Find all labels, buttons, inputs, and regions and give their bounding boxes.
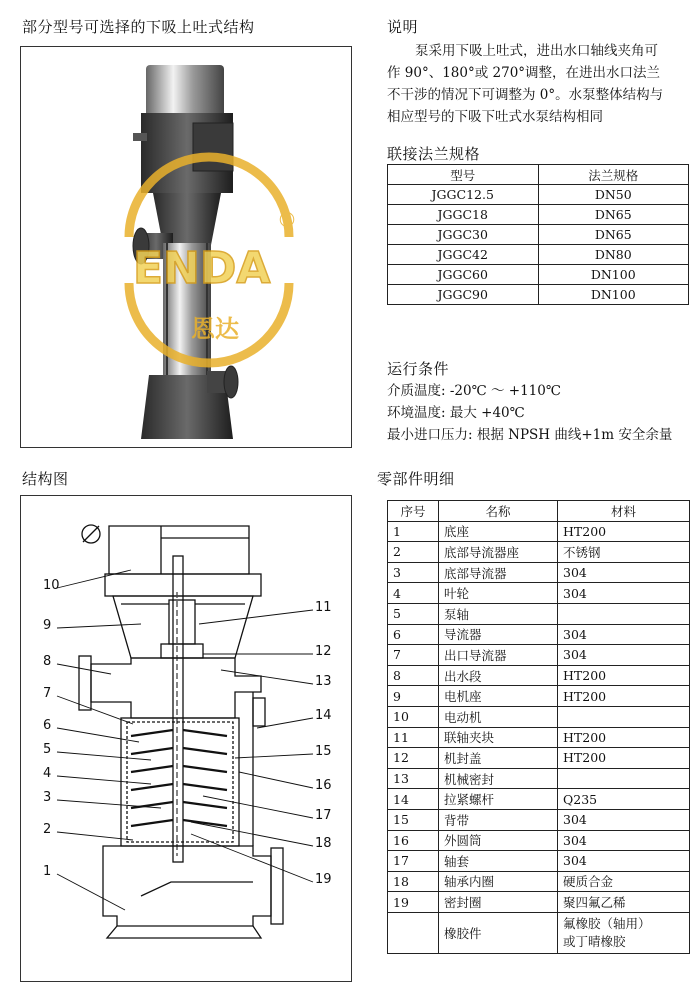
column-header: 名称 [439,501,558,522]
part-name-cell: 机械密封 [439,768,558,789]
condition-line: 环境温度: 最大 +40℃ [387,405,525,421]
description-line: 作 90°、180°或 270°调整，在进出水口法兰 [387,65,661,81]
terminal-box [193,123,233,171]
part-material-cell: 304 [558,645,690,666]
callout-9: 9 [43,618,52,633]
flange-cell: DN80 [538,245,689,265]
condition-line: 介质温度: -20℃ ～ +110℃ [387,383,561,399]
model-cell: JGGC12.5 [388,185,539,205]
conditions [387,380,692,446]
part-id-cell: 18 [388,871,439,892]
flange-table [387,164,689,305]
part-name-cell: 拉紧螺杆 [439,789,558,810]
part-material-cell [558,912,690,953]
callout-13: 13 [315,674,332,689]
table-row [388,603,690,624]
part-material-cell [558,768,690,789]
part-id-cell: 11 [388,727,439,748]
part-name-cell: 导流器 [439,624,558,645]
part-name-cell: 轴承内圈 [439,871,558,892]
table-row [388,205,689,225]
column-header: 法兰规格 [538,165,689,185]
callout-2: 2 [43,822,52,837]
callout-1: 1 [43,864,52,879]
diagram-title: 结构图 [22,470,69,488]
table-row [388,542,690,563]
callout-18: 18 [315,836,332,851]
table-row [388,686,690,707]
part-material-cell: 硬质合金 [558,871,690,892]
part-id-cell: 8 [388,665,439,686]
part-material-cell: 聚四氟乙稀 [558,892,690,913]
table-row [388,645,690,666]
part-name-cell: 出口导流器 [439,645,558,666]
table-row [388,851,690,872]
callout-16: 16 [315,778,332,793]
part-material-cell: 不锈钢 [558,542,690,563]
callout-7: 7 [43,686,52,701]
description [387,40,687,128]
structure-diagram [20,495,352,982]
table-header-row [388,501,690,522]
part-material-cell: HT200 [558,686,690,707]
column-header: 序号 [388,501,439,522]
callout-11: 11 [315,600,332,615]
table-row [388,245,689,265]
flange-cell: DN65 [538,225,689,245]
table-row [388,768,690,789]
material-line: 或丁晴橡胶 [563,933,626,949]
parts-title: 零部件明细 [377,470,455,488]
flange-cell: DN65 [538,205,689,225]
part-id-cell: 14 [388,789,439,810]
pump-photo [20,46,352,448]
flange-title: 联接法兰规格 [387,145,481,163]
part-id-cell: 7 [388,645,439,666]
flange-cell: DN100 [538,265,689,285]
table-row [388,624,690,645]
part-name-cell: 出水段 [439,665,558,686]
table-row [388,809,690,830]
table-row [388,871,690,892]
table-row [388,789,690,810]
part-name-cell: 外圆筒 [439,830,558,851]
callout-4: 4 [43,766,52,781]
part-id-cell: 15 [388,809,439,830]
part-name-cell: 橡胶件 [439,912,558,953]
condition-line: 最小进口压力: 根据 NPSH 曲线+1m 安全余量 [387,427,673,443]
description-line: 不干涉的情况下可调整为 0°。水泵整体结构与 [387,87,664,103]
part-name-cell: 底部导流器 [439,562,558,583]
part-material-cell: 304 [558,809,690,830]
part-material-cell: Q235 [558,789,690,810]
part-material-cell: 304 [558,583,690,604]
model-cell: JGGC42 [388,245,539,265]
part-id-cell: 12 [388,748,439,769]
callout-5: 5 [43,742,52,757]
part-id-cell: 6 [388,624,439,645]
column-header: 型号 [388,165,539,185]
part-name-cell: 底座 [439,521,558,542]
part-material-cell: HT200 [558,727,690,748]
part-id-cell: 10 [388,706,439,727]
callout-8: 8 [43,654,52,669]
flange-cell: DN100 [538,285,689,305]
motor-eye [133,133,147,141]
model-cell: JGGC30 [388,225,539,245]
part-id-cell: 19 [388,892,439,913]
table-row [388,830,690,851]
part-name-cell: 底部导流器座 [439,542,558,563]
flange-cell: DN50 [538,185,689,205]
column-header: 材料 [558,501,690,522]
part-material-cell: 304 [558,562,690,583]
model-cell: JGGC18 [388,205,539,225]
table-row [388,265,689,285]
callout-17: 17 [315,808,332,823]
material-line: 氟橡胶（轴用） [563,915,651,931]
callout-15: 15 [315,744,332,759]
description-title: 说明 [387,18,419,36]
parts-rows [388,521,690,912]
conditions-title: 运行条件 [387,360,450,378]
part-id-cell: 3 [388,562,439,583]
table-row [388,583,690,604]
part-id-cell: 9 [388,686,439,707]
part-name-cell: 机封盖 [439,748,558,769]
table-row [388,185,689,205]
table-row-last [388,912,690,953]
part-material-cell: 304 [558,624,690,645]
table-row [388,665,690,686]
part-name-cell: 联轴夹块 [439,727,558,748]
part-id-cell [388,912,439,953]
part-material-cell: HT200 [558,748,690,769]
description-line: 泵采用下吸上吐式，进出水口轴线夹角可 [415,43,658,59]
parts-table [387,500,690,954]
table-row [388,727,690,748]
part-id-cell: 2 [388,542,439,563]
table-row [388,521,690,542]
part-id-cell: 4 [388,583,439,604]
part-material-cell: 304 [558,851,690,872]
table-row [388,892,690,913]
callout-14: 14 [315,708,332,723]
logo-text: 恩达 [191,315,239,343]
part-name-cell: 背带 [439,809,558,830]
inlet-flange [224,366,238,398]
motor-fan-cover [146,65,224,117]
part-id-cell: 13 [388,768,439,789]
part-id-cell: 1 [388,521,439,542]
part-name-cell: 叶轮 [439,583,558,604]
part-id-cell: 17 [388,851,439,872]
part-name-cell: 密封圈 [439,892,558,913]
part-material-cell: HT200 [558,665,690,686]
table-row [388,285,689,305]
registered-mark: ® [277,208,297,232]
pump-illustration [21,47,351,447]
table-header-row [388,165,689,185]
model-cell: JGGC60 [388,265,539,285]
part-id-cell: 5 [388,603,439,624]
callout-10: 10 [43,578,60,593]
table-row [388,562,690,583]
part-name-cell: 轴套 [439,851,558,872]
part-name-cell: 电动机 [439,706,558,727]
description-line: 相应型号的下吸下吐式水泵结构相同 [387,109,603,125]
callout-12: 12 [315,644,332,659]
callout-6: 6 [43,718,52,733]
part-material-cell: 304 [558,830,690,851]
table-row [388,706,690,727]
photo-section-title: 部分型号可选择的下吸上吐式结构 [22,18,255,36]
svg-text:ENDA: ENDA [133,243,271,294]
part-material-cell: HT200 [558,521,690,542]
table-row [388,748,690,769]
part-name-cell: 泵轴 [439,603,558,624]
leader-lines [21,496,351,981]
table-row [388,225,689,245]
part-id-cell: 16 [388,830,439,851]
callout-19: 19 [315,872,332,887]
model-cell: JGGC90 [388,285,539,305]
part-name-cell: 电机座 [439,686,558,707]
part-material-cell [558,706,690,727]
callout-3: 3 [43,790,52,805]
part-material-cell [558,603,690,624]
